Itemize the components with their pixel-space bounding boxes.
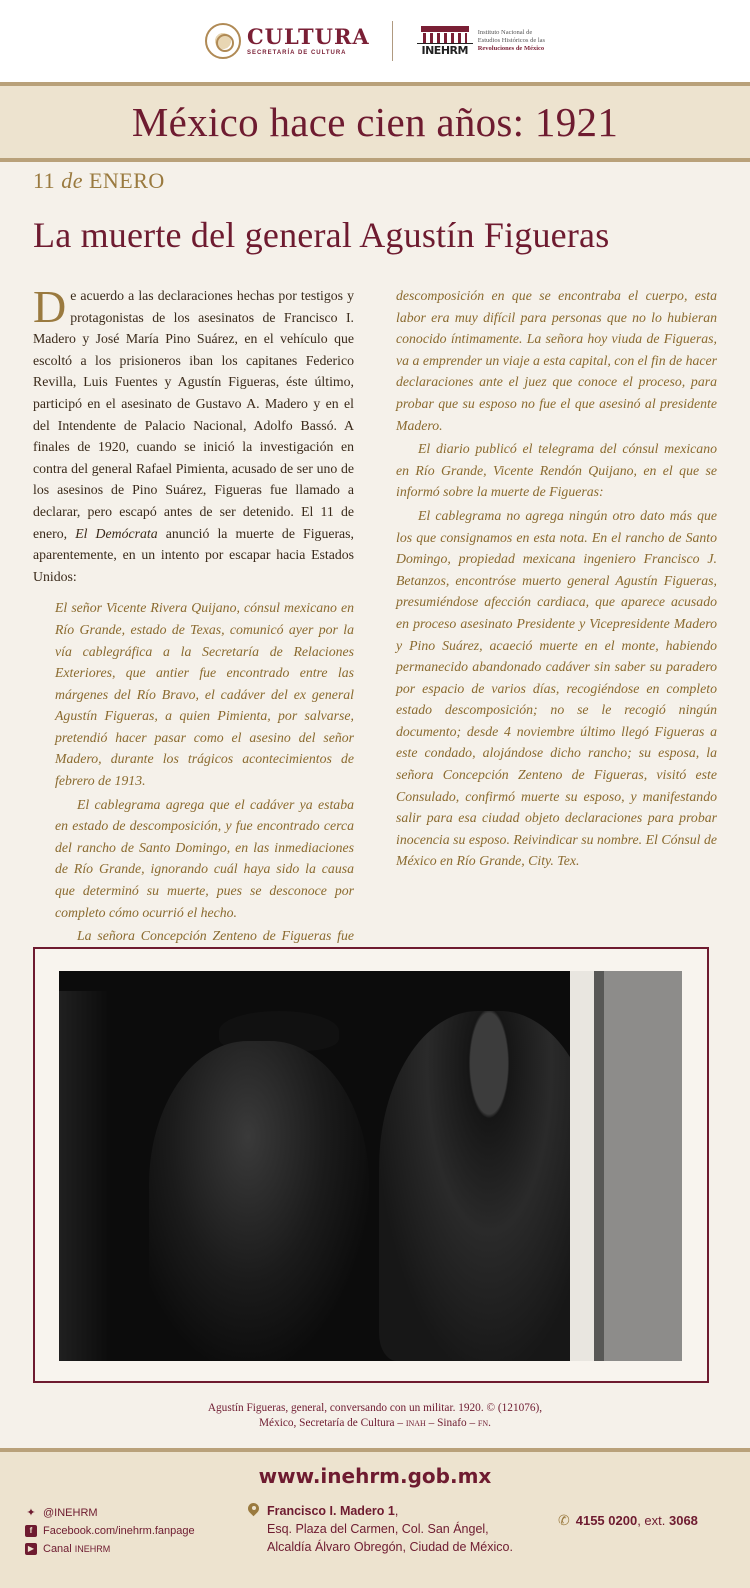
quote-continuation: descomposición en que se encontraba el cuerpo, esta labor era muy difícil para personas que no lo hubieran conocido íntimamente. La señora hoy viuda de Figueras, va a emprender un viaje a esta capital, con el fin de hacer declaraciones ante el juez que conoce el proceso, para probar que su esposo no fue el que asesinó al presidente Madero.: [396, 288, 717, 433]
left-column: [33, 281, 354, 944]
dropcap: D: [33, 281, 67, 332]
telegram-intro: El diario publicó el telegrama del cónsul mexicano en Río Grande, Vicente Rendón Quijano, en el que se informó sobre la muerte de Figueras:: [396, 441, 717, 500]
address: Francisco I. Madero 1, Esq. Plaza del Carmen, Col. San Ángel, Alcaldía Álvaro Obregón, Ciudad de México.: [248, 1502, 513, 1556]
inehrm-building-icon: [417, 26, 473, 56]
cultura-logo[interactable]: [205, 23, 370, 59]
telegram-text: El cablegrama no agrega ningún otro dato más que los que consignamos en esta nota. En el rancho de Santo Domingo, propiedad mexicana ingeniero Francisco J. Betanzos, encontróse muerto general Agustín Figueras, presumiéndose afección cardiaca, que aparece acusado en proceso asesinato Presidente y Vicepresidente Madero y Pino Suárez, acaeció muerte en el monte, habiendo permanecido abandonado cadáver sin saber su paradero por espacio de varios días, recogiéndose en completo estado descomposición; no se le recogió ningún documento; desde 4 noviembre último llegó Figueras a este condado, alojándose dicho rancho; su esposa, la señora Concepción Zenteno de Figueras, visitó este Consulado, confirmó muerte su esposo, y manifestando salir para esa ciudad objeto declaraciones para probar inocencia su esposo. Reivindicar su nombre. El Cónsul de México en Río Grande, City. Tex.: [396, 507, 717, 869]
twitter-link[interactable]: ✦ @INEHRM: [26, 1507, 98, 1519]
photo-caption: Agustín Figueras, general, conversando con un militar. 1920. © (121076), México, Secretaría de Cultura – inah – Sinafo – fn.: [207, 1402, 543, 1429]
article-date: 11 de ENERO: [33, 168, 165, 193]
wall-column: [570, 971, 682, 1361]
youtube-icon: ▶: [25, 1543, 37, 1555]
quote-paragraph: El cablegrama agrega que el cadáver ya estaba en estado de descomposición, y fue encontrado cerca del rancho de Santo Domingo, en las inmediaciones de Río Grande, ignorando cuál haya sido la causa que determinó su muerte, pues se desconoce por completo cómo ocurrió el hecho.: [55, 796, 354, 920]
phone-number[interactable]: ✆ 4155 0200, ext. 3068: [558, 1512, 698, 1528]
newspaper-name: El Demócrata: [75, 525, 158, 541]
inehrm-logo[interactable]: [417, 26, 545, 56]
cultura-wordmark: CULTURA: [246, 24, 370, 49]
social-links: [25, 1504, 195, 1558]
right-column: [396, 285, 717, 935]
news-quote: [33, 597, 354, 968]
twitter-icon: ✦: [26, 1507, 36, 1519]
phone-icon: ✆: [558, 1512, 570, 1528]
facebook-link[interactable]: f Facebook.com/inehrm.fanpage: [25, 1522, 195, 1540]
footer: [0, 1448, 750, 1588]
military-officer-figure: [149, 1041, 369, 1361]
general-figueras-figure: [379, 1011, 599, 1361]
quote-paragraph: La señora Concepción Zenteno de Figueras fue: [77, 928, 354, 944]
header-bar: [0, 0, 750, 82]
quote-paragraph: El señor Vicente Rivera Quijano, cónsul mexicano en Río Grande, estado de Texas, comunicó ayer por la vía cablegráfica a la Secretaría de Relaciones Exteriores, que antier fue encontrado entre las márgenes del Río Bravo, el cadáver del ex general Agustín Figueras, a quien Pimienta, por salvarse, pretendió hacer pasar como el asesino del señor Madero, durante los trágicos acontecimientos de febrero de 1913.: [55, 600, 354, 789]
page-title: México hace cien años: 1921: [131, 99, 619, 145]
website-link[interactable]: www.inehrm.gob.mx: [258, 1464, 492, 1488]
article-headline: La muerte del general Agustín Figueras: [33, 215, 610, 255]
facebook-icon: f: [25, 1525, 37, 1537]
inehrm-acronym: INEHRM: [417, 43, 473, 56]
historical-photo[interactable]: [59, 971, 682, 1361]
inehrm-fullname: Instituto Nacional de Estudios Históricos de las Revoluciones de México: [477, 28, 546, 53]
logo-divider: [392, 21, 393, 61]
photo-frame: [33, 947, 709, 1383]
article-body: [33, 281, 717, 944]
youtube-link[interactable]: ▶ Canal INEHRM: [25, 1540, 195, 1558]
map-pin-icon: [248, 1503, 259, 1519]
cultura-subtitle: SECRETARÍA DE CULTURA: [246, 50, 347, 56]
cultura-seal-icon: [205, 23, 241, 59]
title-banner: [0, 82, 750, 162]
lead-paragraph: De acuerdo a las declaraciones hechas por testigos y protagonistas de los asesinatos de Francisco I. Madero y José María Pino Suárez, en el vehículo que escoltó a los prisioneros iban los capitanes Federico Revilla, Luis Fuentes y Agustín Figueras, éste último, participó en el asesinato de Gustavo A. Madero y en el del Intendente de Palacio Nacional, Adolfo Bassó. A finales de 1920, cuando se inició la investigación en contra del general Rafael Pimienta, acusado de ser uno de los asesinos de Pino Suárez, Figueras fue llamado a declarar, pero escapó antes de ser detenido. El 11 de enero, El Demócrata anunció la muerte de Figueras, aparentemente, en un intento por escapar hacia Estados Unidos:: [33, 281, 354, 584]
